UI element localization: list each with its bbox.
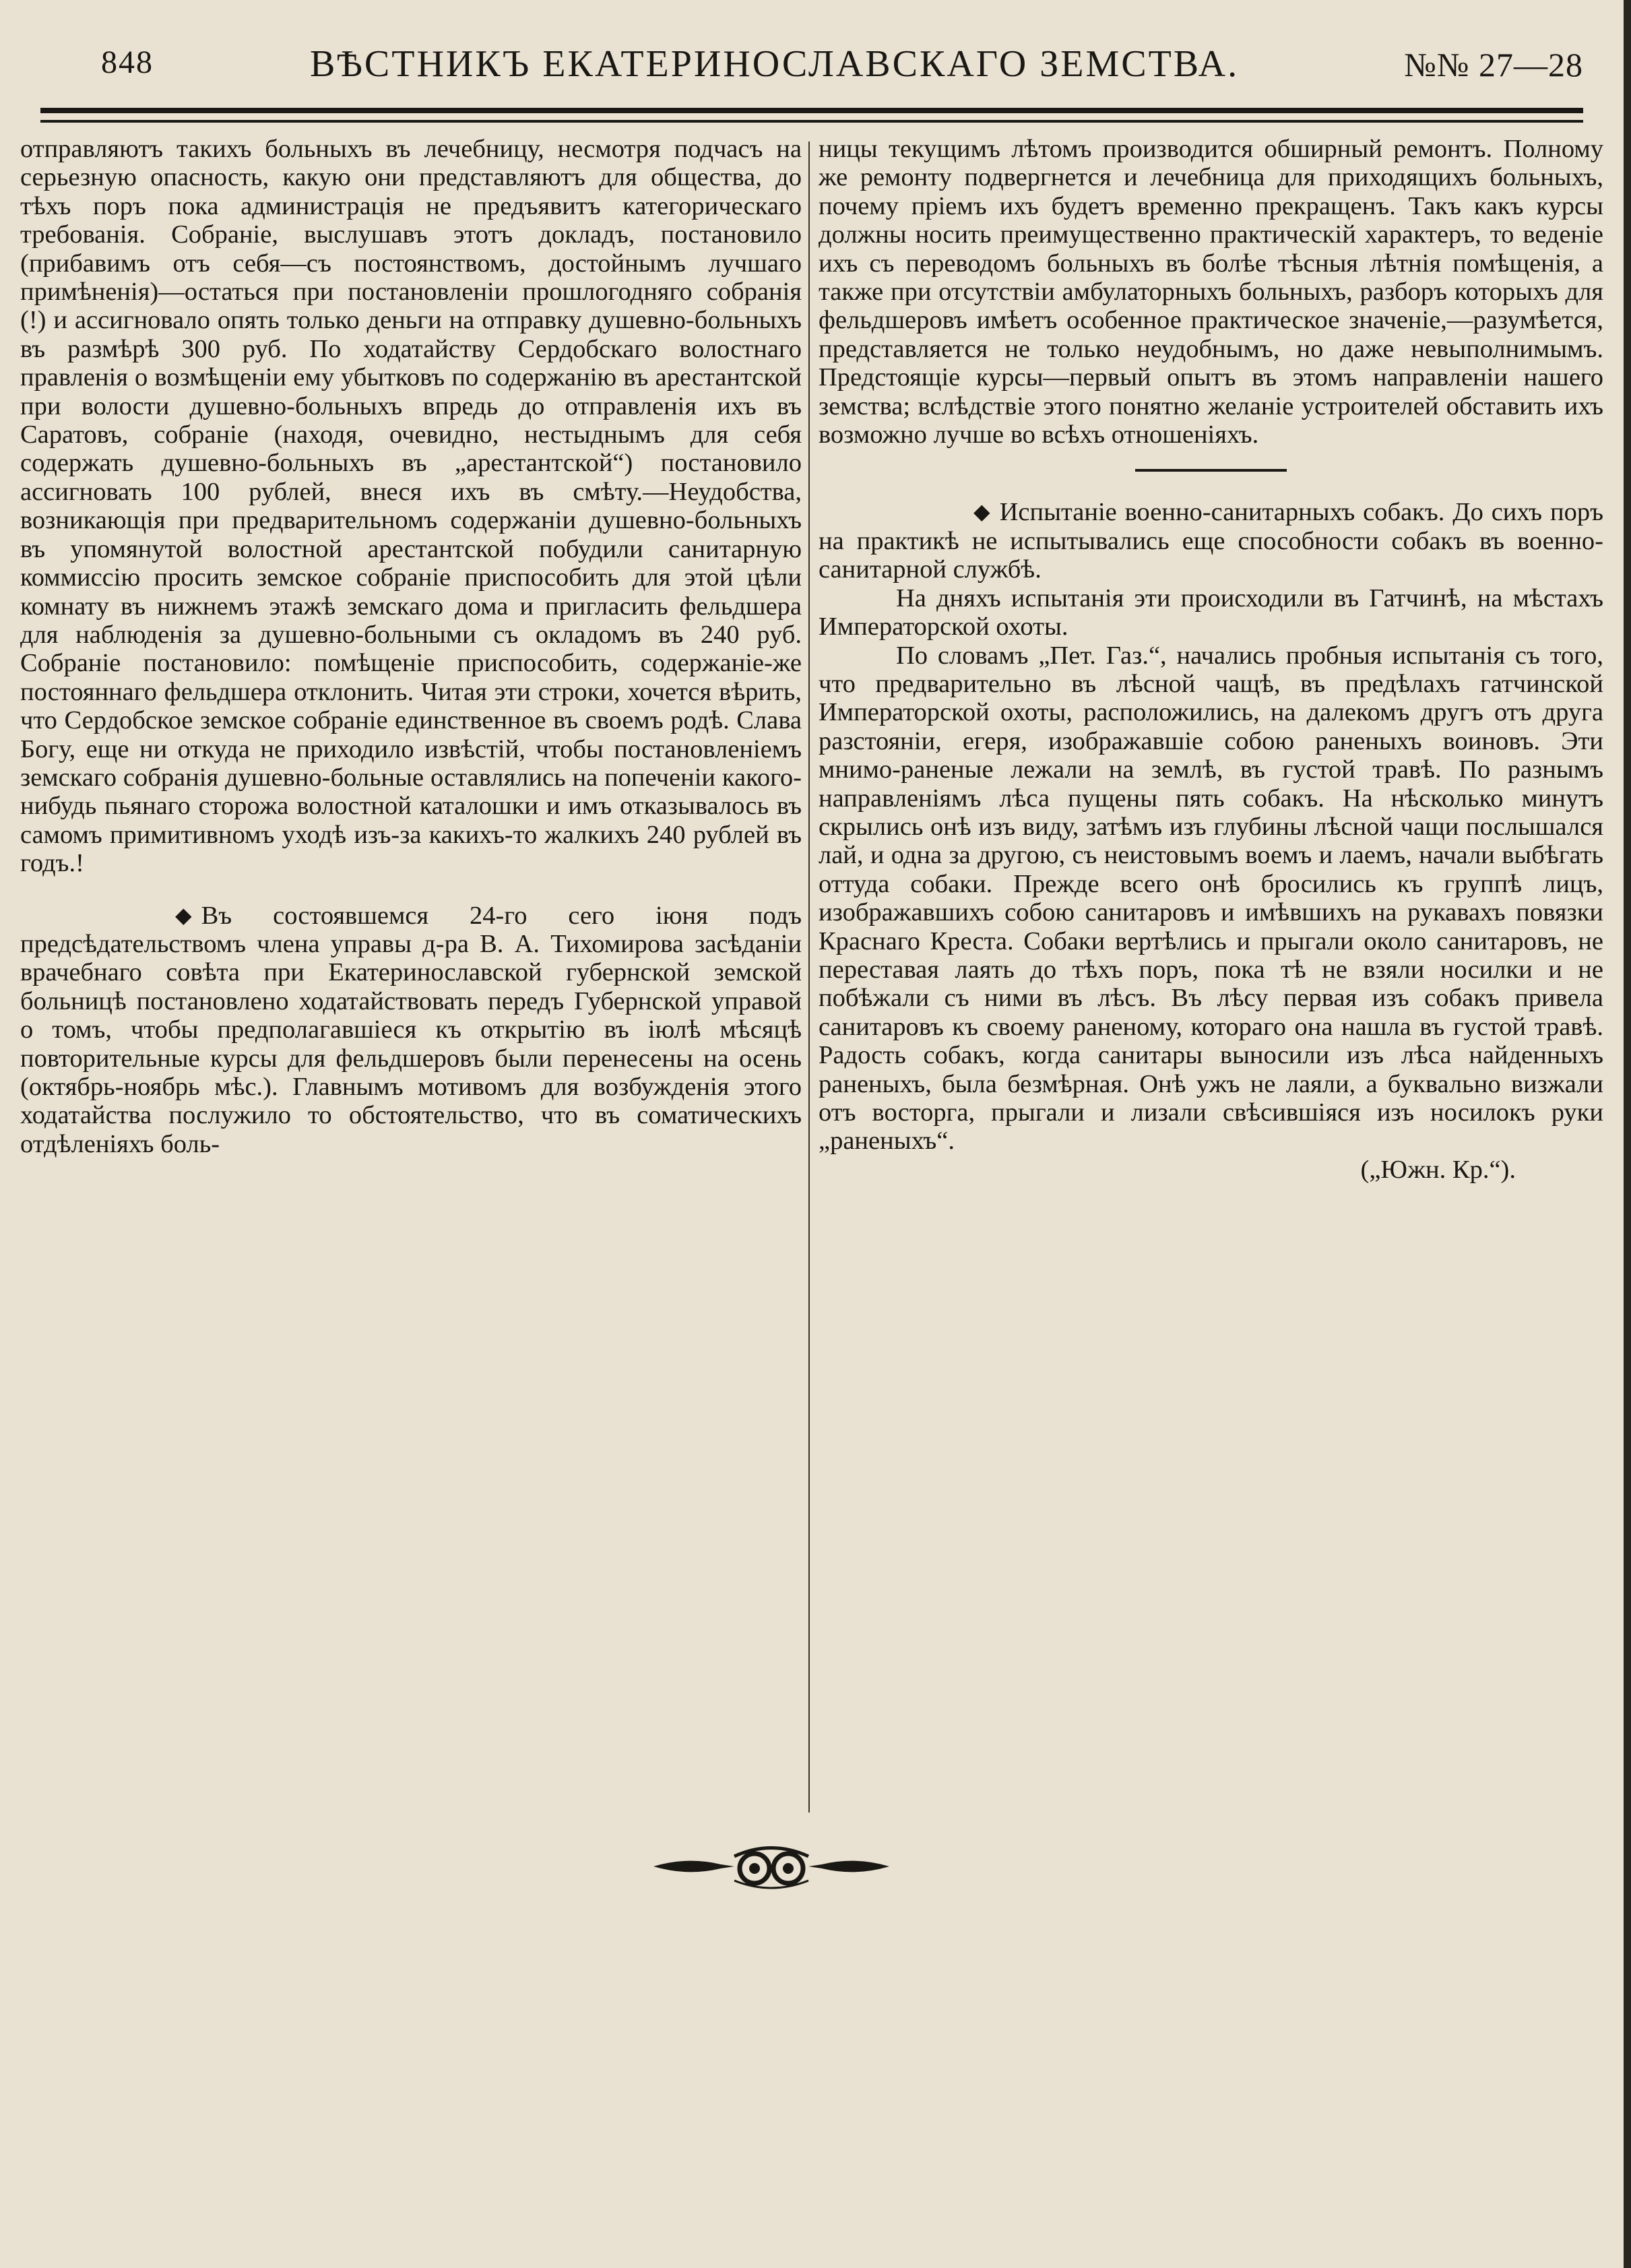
article-text: По словамъ „Пет. Газ.“, начались пробныя испытанія съ того, что предварительно въ лѣсной чащѣ, въ предѣлахъ гатчинской Императорской охоты, расположились, на далекомъ другъ отъ друга разстояніи, егеря, изображавшіе собою раненыхъ воиновъ. Эти мнимо-раненые лежали на землѣ, въ густой травѣ. По разнымъ направленіямъ лѣса пущены пять собакъ. На нѣсколько минутъ скрылись онѣ изъ виду, затѣмъ изъ глубины лѣсной чащи послышался лай, и одна за другою, съ неистовымъ воемъ и лаемъ, начали выбѣгать оттуда собаки. Прежде всего онѣ бросились къ группѣ лицъ, изображавшихъ собою санитаровъ и имѣвшихъ на рукавахъ повязки Краснаго Креста. Собаки вертѣлись и прыгали около санитаровъ, не переставая лаять до тѣхъ поръ, пока тѣ не взяли носилки и не побѣжали съ ними въ лѣсъ. Въ лѣсу первая изъ собакъ привела санитаровъ къ своему раненому, которaго она нашла въ густой травѣ. Радость собакъ, когда санитары выносили изъ лѣса найденныхъ раненыхъ, была безмѣрная. Онѣ ужъ не лаяли, а буквально визжали отъ восторга, прыгали и лизали свѣсившіяся изъ носилокъ руки „раненыхъ“. [819,641,1603,1156]
left-column [20,135,802,1158]
page-header [88,37,1583,104]
section-bullet-icon: ◆ [973,499,990,524]
section-separator [1135,469,1287,472]
article-text-body: Испытаніе военно-санитарныхъ собакъ. До сихъ поръ на практикѣ не испытывались еще способности собакъ въ военно-санитарной службѣ. [819,498,1603,584]
page-edge [1624,0,1631,2268]
tailpiece-ornament-icon [647,1836,896,1897]
article-text [20,901,802,1159]
section-bullet-icon: ◆ [175,902,192,927]
right-column [819,135,1603,1184]
article-source: („Южн. Кр.“). [1360,1155,1516,1184]
article-text: отправляютъ такихъ больныхъ въ лечебницу, несмотря подчасъ на серьезную опасность, какую они представляютъ для общества, до тѣхъ поръ пока администрація не предъявитъ категорическаго требованія. Собраніе, выслушавъ этотъ докладъ, постановило (прибавимъ отъ себя—съ постоянствомъ, достойнымъ лучшаго примѣненія)—остаться при постановленіи прошлогодняго собранія (!) и ассигновало опять только деньги на отправку душевно-больныхъ въ размѣрѣ 300 руб. По ходатайству Сердобскаго волостнаго правленія о возмѣщеніи ему убытковъ по содержанію въ арестантской при волости душевно-больныхъ впредь до отправленія ихъ въ Саратовъ, собраніе (находя, очевидно, нестыднымъ для себя содержать душевно-больныхъ въ „арестантской“) постановило ассигновать 100 рублей, внеся ихъ въ смѣту.—Неудобства, возникающія при предварительномъ содержаніи душевно-больныхъ въ упомянутой волостной арестантской побудили санитарную коммиссію просить земское собраніе приспособить для этой цѣли комнату въ нижнемъ этажѣ земскаго дома и пригласить фельдшера для наблюденія за душевно-больными съ окладомъ въ 240 руб. Собраніе постановило: помѣщеніе приспособить, содержаніе-же постояннаго фельдшера отклонить. Читая эти строки, хочется вѣрить, что Сердобское земское собраніе единственное въ своемъ родѣ. Слава Богу, еще ни откуда не приходило извѣстій, чтобы постановленіемъ земскаго собранія душевно-больные оставлялись на попеченіи какого-нибудь пьянаго сторожа волостной каталошки и имъ отказывалось въ самомъ примитивномъ уходѣ изъ-за какихъ-то жалкихъ 240 рублей въ годъ.! [20,135,802,878]
column-divider [808,141,810,1813]
issue-number: №№ 27—28 [1404,46,1583,84]
article-text: На дняхъ испытанія эти происходили въ Гатчинѣ, на мѣстахъ Императорской охоты. [819,584,1603,641]
header-rule-thick [40,108,1583,113]
article-text [819,497,1603,584]
header-rule-thin [40,120,1583,123]
journal-title: ВѢСТНИКЪ ЕКАТЕРИНОСЛАВСКАГО ЗЕМСТВА. [310,43,1240,85]
page-number: 848 [101,44,154,80]
article-text-body: Въ состоявшемся 24-го сего іюня подъ предсѣдательствомъ члена управы д-ра В. А. Тихомирова засѣданіи врачебнаго совѣта при Екатеринославской губернской земской больницѣ постановлено ходатайствовать передъ Губернской управой о томъ, чтобы предполагавшіеся къ открытію въ іюлѣ мѣсяцѣ повторительные курсы для фельдшеровъ были перенесены на осень (октябрь-ноябрь мѣс.). Главнымъ мотивомъ для возбужденія этого ходатайства послужило то обстоятельство, что въ соматическихъ отдѣленіяхъ боль- [20,901,802,1158]
article-text: ницы текущимъ лѣтомъ производится обширный ремонтъ. Полному же ремонту подвергнется и лечебница для приходящихъ больныхъ, почему пріемъ ихъ будетъ временно прекращенъ. Такъ какъ курсы должны носить преимущественно практическій характеръ, то веденіе ихъ съ переводомъ больныхъ въ болѣе тѣсныя лѣтнія помѣщенія, а также при отсутствіи амбулаторныхъ больныхъ, разборъ которыхъ для фельдшеровъ имѣетъ особенное практическое значеніе,—разумѣется, представляется не только неудобнымъ, но даже невыполнимымъ. Предстоящіе курсы—первый опытъ въ этомъ направленіи нашего земства; вслѣдствіе этого понятно желаніе устроителей обставить ихъ возможно лучше во всѣхъ отношеніяхъ. [819,135,1603,449]
